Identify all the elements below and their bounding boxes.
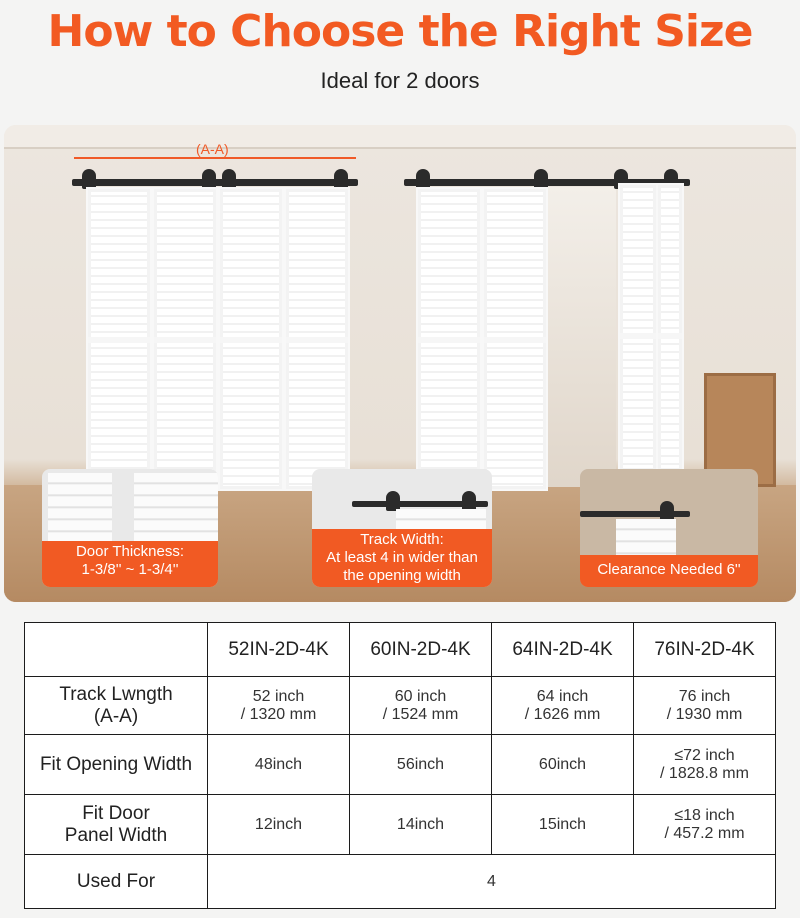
table-header-row <box>25 623 776 677</box>
inset-door-thickness <box>42 469 218 587</box>
dimension-label: (A-A) <box>196 141 229 157</box>
page-title: How to Choose the Right Size <box>47 6 753 57</box>
table-cell <box>350 795 492 855</box>
cell-line: 14inch <box>396 815 445 833</box>
cell-line: / 1626 mm <box>524 705 601 723</box>
doorway-opening <box>546 187 616 487</box>
door-edge-detail <box>134 473 218 543</box>
track-hanger <box>386 491 400 511</box>
cell-line: 60 inch <box>394 687 447 705</box>
table-header-cell: 76IN-2D-4K <box>634 623 776 677</box>
door-panel <box>618 183 658 473</box>
caption-line: Door Thickness: <box>75 543 185 560</box>
inset-caption <box>42 541 218 587</box>
caption-line: 1-3/8'' ~ 1-3/4'' <box>81 561 179 578</box>
cell-line: / 457.2 mm <box>664 824 745 842</box>
inset-caption <box>312 529 492 587</box>
cell-line: 64 inch <box>536 687 589 705</box>
dimension-line <box>74 157 356 159</box>
page-subtitle: Ideal for 2 doors <box>320 68 480 93</box>
table-row <box>25 855 776 909</box>
size-spec-table <box>24 622 776 909</box>
row-label-line: Panel Width <box>64 824 168 846</box>
table-header-cell: 52IN-2D-4K <box>208 623 350 677</box>
cell-line: / 1320 mm <box>240 705 317 723</box>
row-label-line: Fit Door <box>82 802 150 824</box>
row-label <box>25 855 208 909</box>
cell-line: ≤72 inch <box>674 746 735 764</box>
door-panel <box>656 183 684 473</box>
row-label-line: Fit Opening Width <box>39 753 193 775</box>
table-cell <box>492 795 634 855</box>
door-top-detail <box>396 509 486 529</box>
cell-line: / 1828.8 mm <box>660 764 749 782</box>
cell-line: 76 inch <box>678 687 731 705</box>
inset-track-width <box>312 469 492 587</box>
table-cell <box>634 677 776 735</box>
table-cell <box>350 735 492 795</box>
cell-line: 52 inch <box>252 687 305 705</box>
caption-line: Clearance Needed 6'' <box>597 561 741 578</box>
table-header-cell: 60IN-2D-4K <box>350 623 492 677</box>
table-cell: 4 <box>208 855 776 909</box>
product-scene-image <box>4 125 796 602</box>
ceiling <box>4 125 796 149</box>
cell-line: 12inch <box>254 815 303 833</box>
table-cell <box>208 795 350 855</box>
row-label <box>25 735 208 795</box>
door-panel <box>416 187 482 491</box>
caption-line: Track Width: <box>360 531 444 548</box>
inset-caption <box>580 555 758 587</box>
table-header-cell: 64IN-2D-4K <box>492 623 634 677</box>
cell-line: / 1930 mm <box>666 705 743 723</box>
cell-line: 48inch <box>254 755 303 773</box>
track-hanger <box>462 491 476 511</box>
table-cell <box>350 677 492 735</box>
track-hanger <box>660 501 674 521</box>
door-panel <box>218 187 284 491</box>
row-label-line: (A-A) <box>93 705 139 727</box>
inset-clearance <box>580 469 758 587</box>
row-label <box>25 677 208 735</box>
cell-line: ≤18 inch <box>674 806 735 824</box>
cell-line: 60inch <box>538 755 587 773</box>
door-panel <box>482 187 548 491</box>
table-cell <box>492 735 634 795</box>
door-panel <box>152 187 218 491</box>
table-cell <box>208 735 350 795</box>
table-header-cell <box>25 623 208 677</box>
track-hanger <box>82 169 96 189</box>
door-panel <box>284 187 350 491</box>
cell-line: / 1524 mm <box>382 705 459 723</box>
table-row <box>25 795 776 855</box>
table-cell <box>208 677 350 735</box>
cell-line: 15inch <box>538 815 587 833</box>
track-hanger <box>202 169 216 189</box>
table-cell <box>634 795 776 855</box>
track-hanger <box>222 169 236 189</box>
track-hanger <box>416 169 430 189</box>
caption-line: the opening width <box>343 567 461 584</box>
door-top-detail <box>616 519 676 555</box>
table-cell <box>634 735 776 795</box>
row-label-line: Used For <box>76 870 156 892</box>
table-row <box>25 677 776 735</box>
track-hanger <box>534 169 548 189</box>
row-label-line: Track Lwngth <box>59 683 173 705</box>
track-hanger <box>334 169 348 189</box>
row-label <box>25 795 208 855</box>
table-row <box>25 735 776 795</box>
cell-line: 56inch <box>396 755 445 773</box>
door-edge-detail <box>48 473 112 543</box>
door-panel <box>86 187 152 491</box>
table-cell <box>492 677 634 735</box>
caption-line: At least 4 in wider than <box>326 549 478 566</box>
